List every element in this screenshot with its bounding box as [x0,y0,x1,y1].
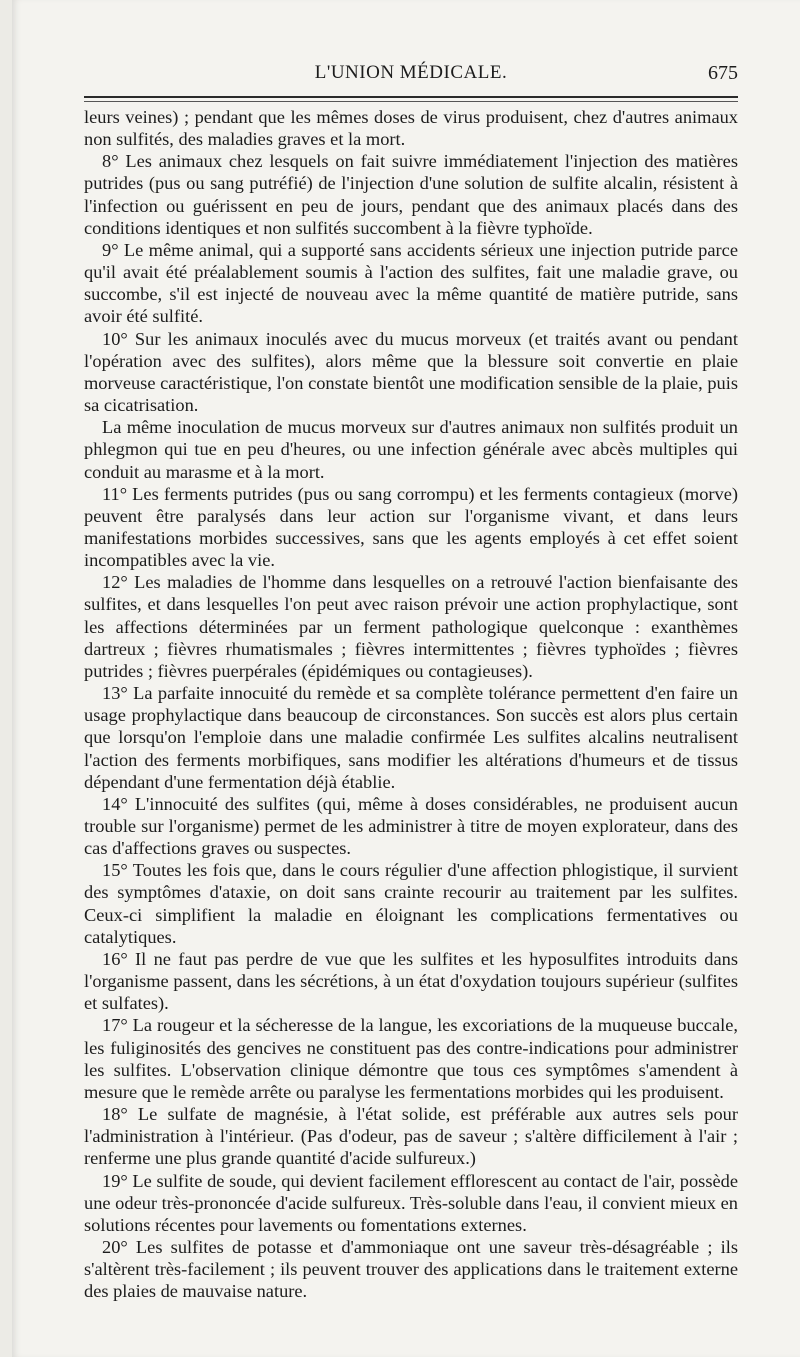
body-text [84,106,738,1302]
paragraph-item-10-note: La même inoculation de mucus morveux sur d'autres animaux non sulfités produit un phlegmon qui tue en peu d'heures, ou une infection générale avec abcès multiples qui conduit au marasme et à la mort. [84,417,738,482]
paragraph-continuation: leurs veines) ; pendant que les mêmes doses de virus produisent, chez d'autres animaux non sulfités, des maladies graves et la mort. [84,107,738,150]
page-header [84,58,738,88]
paragraph-item-20: 20° Les sulfites de potasse et d'ammoniaque ont une saveur très-désagréable ; ils s'altèrent très-facilement ; ils peuvent trouver des applications dans le traitement externe des plaies de mauvaise nature. [84,1236,738,1302]
paragraph-item-8: 8° Les animaux chez lesquels on fait suivre immédiatement l'injection des matières putrides (pus ou sang putréfié) de l'injection d'une solution de sulfite alcalin, résistent à l'infection ou guérissent en peu de jours, pendant que des animaux placés dans des conditions identiques et non sulfités succombent à la fièvre typhoïde. [84,151,738,238]
paragraph-item-10: 10° Sur les animaux inoculés avec du mucus morveux (et traités avant ou pendant l'opération avec des sulfites), alors même que la blessure soit convertie en plaie morveuse caractéristique, l'on constate bientôt une modification sensible de la plaie, puis sa cicatrisation. [84,328,738,416]
paragraph-item-14: 14° L'innocuité des sulfites (qui, même à doses considérables, ne produisent aucun trouble sur l'organisme) permet de les administrer à titre de moyen explorateur, dans des cas d'affections graves ou suspectes. [84,793,738,859]
paragraph-item-16: 16° Il ne faut pas perdre de vue que les sulfites et les hyposulfites introduits dans l'organisme passent, dans les sécrétions, à un état d'oxydation toujours supérieur (sulfites et sulfates). [84,948,738,1014]
paragraph-item-15: 15° Toutes les fois que, dans le cours régulier d'une affection phlogistique, il survient des symptômes d'ataxie, on doit sans crainte recourir au traitement par les sulfites. Ceux-ci simplifient la maladie en éloignant les complications fermentatives ou catalytiques. [84,860,738,947]
paragraph-item-9: 9° Le même animal, qui a supporté sans accidents sérieux une injection putride parce qu'il avait été préalablement soumis à l'action des sulfites, fait une maladie grave, ou succombe, s'il est injecté de nouveau avec la même quantité de matière putride, sans avoir été sulfité. [84,239,738,327]
paragraph-item-17: 17° La rougeur et la sécheresse de la langue, les excoriations de la muqueuse buccale, les fuliginosités des gencives ne constituent pas des contre-indications pour administrer les sulfites. L'observation clinique démontre que tous ces symptômes s'amendent à mesure que le remède arrête ou paralyse les fermentations morbides qui les produisent. [84,1015,738,1102]
running-title: L'UNION MÉDICALE. [314,62,508,83]
header-rule-thin [84,101,738,102]
header-rule [84,96,738,98]
page-number: 675 [708,62,738,84]
paragraph-item-12: 12° Les maladies de l'homme dans lesquelles on a retrouvé l'action bienfaisante des sulfites, et dans lesquelles l'on peut avec raison prévoir une action prophylactique, sont les affections déterminées par un ferment pathologique quelconque : exanthèmes dartreux ; fièvres rhumatismales ; fièvres intermittentes ; fièvres typhoïdes ; fièvres putrides ; fièvres puerpérales (épidémiques ou contagieuses). [84,572,738,681]
paragraph-item-19: 19° Le sulfite de soude, qui devient facilement efflorescent au contact de l'air, possède une odeur très-prononcée d'acide sulfureux. Très-soluble dans l'eau, il convient mieux en solutions récentes pour lavements ou fomentations externes. [84,1170,738,1235]
paragraph-item-18: 18° Le sulfate de magnésie, à l'état solide, est préférable aux autres sels pour l'administration à l'intérieur. (Pas d'odeur, pas de saveur ; s'altère difficilement à l'air ; renferme une plus grande quantité d'acide sulfureux.) [84,1104,738,1169]
paragraph-item-11: 11° Les ferments putrides (pus ou sang corrompu) et les ferments contagieux (morve) peuvent être paralysés dans leur action sur l'organisme vivant, et dans leurs manifestations morbides successives, sans que les agents employés à cet effet soient incompatibles avec la vie. [84,483,738,571]
paragraph-item-13: 13° La parfaite innocuité du remède et sa complète tolérance permettent d'en faire un usage prophylactique dans beaucoup de circonstances. Son succès est alors plus certain que lorsqu'on l'emploie dans une maladie confirmée Les sulfites alcalins neutralisent l'action des ferments morbifiques, sans modifier les altérations d'humeurs et de tissus dépendant d'une fermentation déjà établie. [84,683,738,792]
